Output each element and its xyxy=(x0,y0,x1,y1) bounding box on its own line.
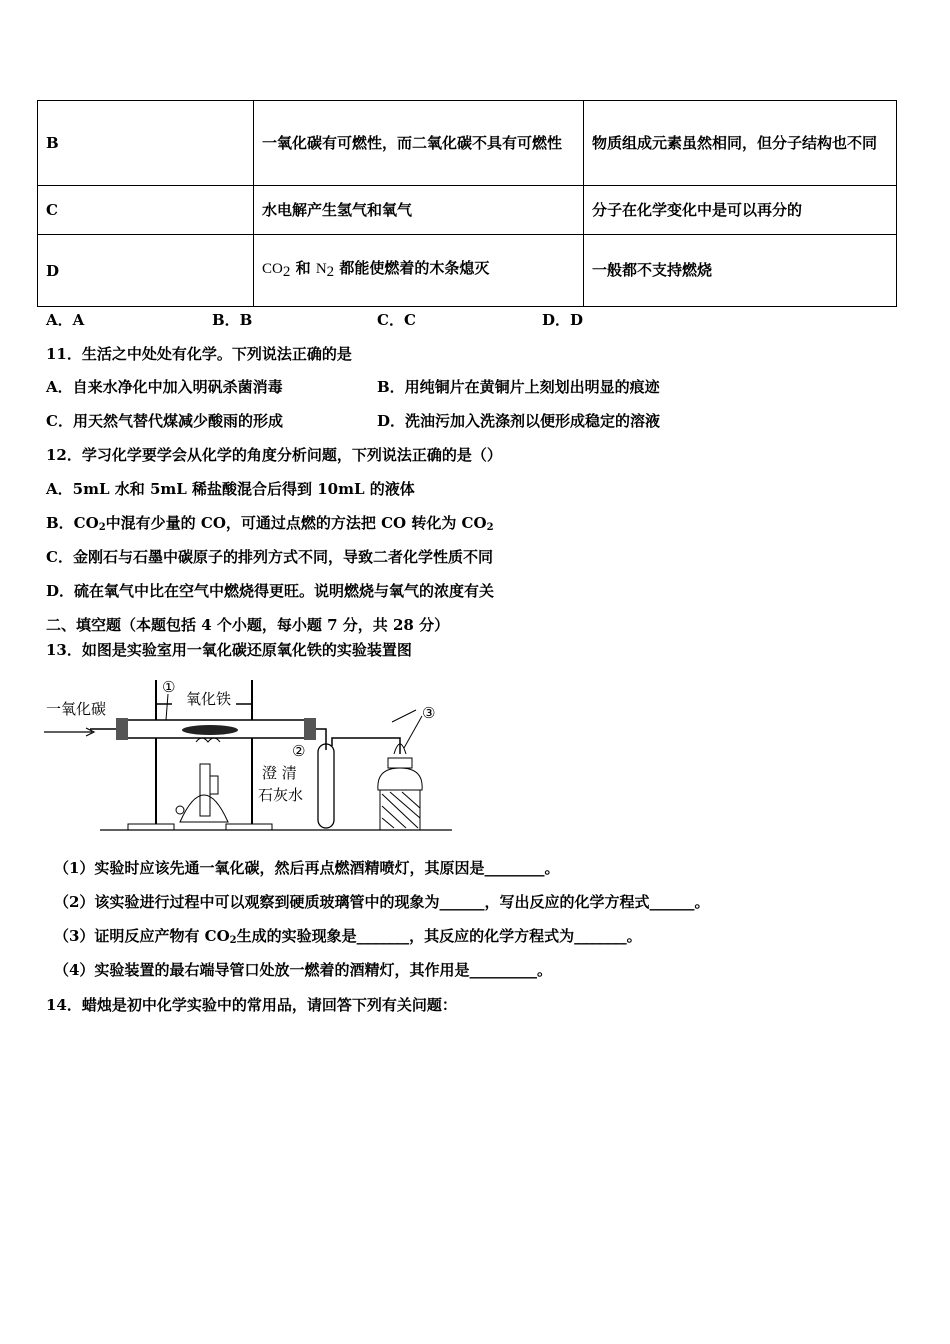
test-tube xyxy=(318,744,334,828)
iron-oxide-sample xyxy=(182,725,238,735)
subscript: 2 xyxy=(326,264,335,280)
blowtorch-body xyxy=(200,764,210,816)
q13-sub-3-post: 生成的实验现象是_______，其反应的化学方程式为_______。 xyxy=(236,927,642,945)
answer-option-d[interactable]: D．D xyxy=(542,311,584,329)
marker-1: ① xyxy=(162,678,176,696)
blowtorch-base xyxy=(180,795,228,822)
q11-option-c[interactable]: C．用天然气替代煤减少酸雨的形成 xyxy=(46,412,283,430)
subscript: 2 xyxy=(98,522,106,533)
q12-option-c[interactable]: C．金刚石与石墨中碳原子的排列方式不同，导致二者化学性质不同 xyxy=(46,548,493,566)
subscript: 2 xyxy=(282,264,291,280)
q11-stem: 11．生活之中处处有化学。下列说法正确的是 xyxy=(46,345,352,363)
table-row xyxy=(38,101,897,186)
table-row xyxy=(38,235,897,307)
q12-option-b[interactable] xyxy=(46,512,494,533)
q13-sub-2: （2）该实验进行过程中可以观察到硬质玻璃管中的现象为______，写出反应的化学方程式______。 xyxy=(54,893,710,911)
row-explanation: 一般都不支持燃烧 xyxy=(584,235,897,307)
experiment-diagram xyxy=(40,672,460,834)
q13-sub-4: （4）实验装置的最右端导管口处放一燃着的酒精灯，其作用是_________。 xyxy=(54,961,552,979)
subscript: 2 xyxy=(229,935,237,946)
row-fact: 一氧化碳有可燃性，而二氧化碳不具有可燃性 xyxy=(254,101,584,186)
marker-3-pointer xyxy=(404,716,422,748)
subscript: 2 xyxy=(486,522,494,533)
answer-option-a[interactable]: A．A xyxy=(46,311,85,329)
burner-neck xyxy=(388,758,412,768)
row-label: D xyxy=(38,235,254,307)
stand-base-left xyxy=(128,824,174,830)
delivery-tube xyxy=(316,729,326,750)
q11-option-a[interactable]: A．自来水净化中加入明矾杀菌消毒 xyxy=(46,378,283,396)
q13-sub-3 xyxy=(54,925,642,946)
q11-option-d[interactable]: D．洗油污加入洗涤剂以便形成稳定的溶液 xyxy=(377,412,661,430)
stopper-left xyxy=(116,718,128,740)
marker-2: ② xyxy=(292,742,306,760)
marker-3-pointer-2 xyxy=(392,710,416,722)
stand-hatching xyxy=(382,792,420,828)
row-fact: 水电解产生氢气和氧气 xyxy=(254,186,584,235)
q13-sub-1: （1）实验时应该先通一氧化碳，然后再点燃酒精喷灯，其原因是________。 xyxy=(54,859,560,877)
q12-b-mid: 中混有少量的 CO，可通过点燃的方法把 CO 转化为 CO xyxy=(105,514,487,532)
limewater-label-2: 石灰水 xyxy=(258,786,304,804)
formula-n2: N xyxy=(315,261,327,277)
q14-stem: 14．蜡烛是初中化学实验中的常用品，请回答下列有关问题： xyxy=(46,996,457,1014)
row-label: C xyxy=(38,186,254,235)
stand-base-right xyxy=(226,824,272,830)
gas-label: 一氧化碳 xyxy=(46,700,107,718)
marker-1-pointer xyxy=(166,694,168,720)
fact-rest: 都能使燃着的木条熄灭 xyxy=(339,259,490,277)
conjunction: 和 xyxy=(295,259,311,277)
q13-sub-3-pre: （3）证明反应产物有 CO xyxy=(54,927,230,945)
row-explanation: 物质组成元素虽然相同，但分子结构也不同 xyxy=(584,101,897,186)
row-explanation: 分子在化学变化中是可以再分的 xyxy=(584,186,897,235)
outlet-tube xyxy=(332,738,400,754)
answer-option-c[interactable]: C．C xyxy=(377,311,416,329)
blowtorch-valve xyxy=(210,776,218,794)
q12-stem: 12．学习化学要学会从化学的角度分析问题，下列说法正确的是（） xyxy=(46,446,502,464)
alcohol-lamp xyxy=(378,768,422,790)
q13-stem: 13．如图是实验室用一氧化碳还原氧化铁的实验装置图 xyxy=(46,641,412,659)
q12-option-a[interactable]: A．5mL 水和 5mL 稀盐酸混合后得到 10mL 的液体 xyxy=(46,480,415,498)
row-fact xyxy=(254,235,584,307)
row-label: B xyxy=(38,101,254,186)
limewater-label-1: 澄 清 xyxy=(262,764,297,782)
table-row xyxy=(38,186,897,235)
stopper-right xyxy=(304,718,316,740)
answer-option-b[interactable]: B．B xyxy=(212,311,253,329)
formula-co2: CO xyxy=(262,261,283,277)
q12-option-d[interactable]: D．硫在氧气中比在空气中燃烧得更旺。说明燃烧与氧气的浓度有关 xyxy=(46,582,495,600)
q10-options-table xyxy=(37,100,897,307)
blowtorch-knob xyxy=(176,806,184,814)
section-heading: 二、填空题（本题包括 4 个小题，每小题 7 分，共 28 分） xyxy=(46,616,450,634)
q11-option-b[interactable]: B．用纯铜片在黄铜片上刻划出明显的痕迹 xyxy=(377,378,660,396)
q12-b-pre: B．CO xyxy=(46,514,99,532)
marker-3: ③ xyxy=(422,704,436,722)
oxide-label: 氧化铁 xyxy=(186,690,232,708)
